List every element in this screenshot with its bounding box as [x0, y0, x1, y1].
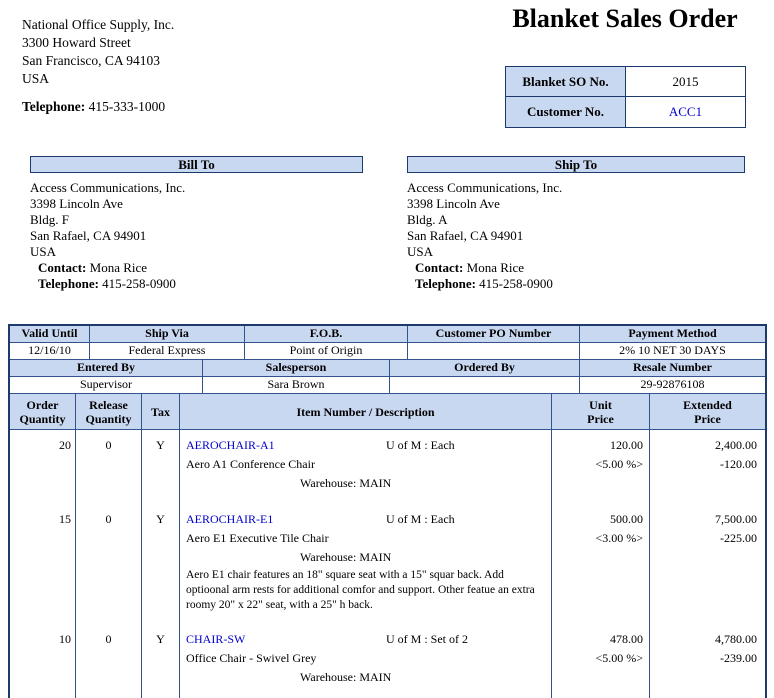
customer-no-link[interactable]: ACC1	[668, 104, 703, 119]
page-title: Blanket Sales Order	[512, 4, 738, 33]
terms-header-row-1	[10, 326, 765, 343]
discount-amount: -120.00	[720, 457, 757, 471]
ship-to-building: Bldg. A	[407, 212, 448, 227]
ship-to-phone-value: 415-258-0900	[479, 276, 553, 291]
customer-no-label: Customer No.	[506, 97, 626, 127]
company-street: 3300 Howard Street	[22, 35, 131, 50]
ship-to-phone-label: Telephone:	[415, 276, 476, 291]
unit-price-cell	[552, 504, 650, 624]
release-qty-value: 0	[76, 430, 142, 504]
item-long-description: Aero E1 chair features an 18" square seat with a 15" squar back. Add optioonal arm rests for additional comfor and support. Other featue an extra roomy 20" x 22" seat, with a 25" h back.	[186, 569, 535, 611]
bill-to-contact-label: Contact:	[38, 260, 87, 275]
uom-label: U of M : Each	[386, 438, 455, 452]
unit-price-cell	[552, 430, 650, 504]
customer-no-row	[506, 97, 745, 127]
extended-price-cell	[650, 504, 765, 624]
resale-number-value: 29-92876108	[580, 377, 765, 394]
warehouse-label: Warehouse: MAIN	[300, 476, 392, 490]
item-name: Aero A1 Conference Chair	[186, 457, 315, 471]
order-info-table	[505, 66, 746, 128]
tax-header	[142, 394, 180, 430]
release-qty-value: 0	[76, 624, 142, 698]
unit-price: 120.00	[610, 438, 643, 452]
company-phone-label: Telephone:	[22, 99, 86, 114]
entered-by-value: Supervisor	[10, 377, 203, 394]
tax-value: Y	[142, 624, 180, 698]
ship-to-name: Access Communications, Inc.	[407, 180, 563, 195]
tax-header-label: Tax	[151, 404, 170, 419]
bill-to-contact-line	[30, 260, 363, 276]
item-description-cell	[180, 624, 552, 698]
extended-price: 7,500.00	[715, 512, 757, 526]
ship-via-value: Federal Express	[90, 343, 245, 360]
salesperson-header: Salesperson	[203, 360, 390, 377]
item-description-header	[180, 394, 552, 430]
entered-by-header: Entered By	[10, 360, 203, 377]
item-number-line	[186, 510, 547, 529]
ordered-by-header: Ordered By	[390, 360, 580, 377]
uom-label: U of M : Each	[386, 512, 455, 526]
release-quantity-header	[76, 394, 142, 430]
unit-price-header-line2: Price	[587, 411, 614, 426]
order-qty-value: 10	[10, 624, 76, 698]
discount-amount: -225.00	[720, 531, 757, 545]
company-country: USA	[22, 71, 50, 86]
bill-to-contact-value: Mona Rice	[89, 260, 148, 275]
extended-price-header-line1: Extended	[683, 397, 732, 412]
item-number-link[interactable]: AEROCHAIR-A1	[186, 438, 275, 452]
bill-to-phone-value: 415-258-0900	[102, 276, 176, 291]
ship-to-city: San Rafael, CA 94901	[407, 228, 524, 243]
item-number-link[interactable]: CHAIR-SW	[186, 632, 246, 646]
unit-price: 500.00	[610, 512, 643, 526]
company-address-block	[22, 16, 174, 116]
ship-to-contact-line	[407, 260, 745, 276]
item-number-line	[186, 630, 547, 649]
company-phone-value: 415-333-1000	[88, 99, 166, 114]
unit-price-header-line1: Unit	[589, 397, 612, 412]
warehouse-label: Warehouse: MAIN	[300, 550, 392, 564]
ordered-by-value	[390, 377, 580, 394]
discount-percent: <3.00 %>	[595, 531, 643, 545]
payment-method-value: 2% 10 NET 30 DAYS	[580, 343, 765, 360]
blanket-so-row	[506, 67, 745, 97]
terms-value-row-2	[10, 377, 765, 394]
company-phone-line	[22, 98, 174, 116]
extended-price: 2,400.00	[715, 438, 757, 452]
bill-to-section	[30, 156, 363, 292]
item-name: Office Chair - Swivel Grey	[186, 651, 317, 665]
blanket-so-label: Blanket SO No.	[506, 67, 626, 96]
ship-to-section	[407, 156, 745, 292]
bill-to-header: Bill To	[30, 156, 363, 173]
discount-percent: <5.00 %>	[595, 651, 643, 665]
terms-value-row-1	[10, 343, 765, 360]
extended-price: 4,780.00	[715, 632, 757, 646]
uom-label: U of M : Set of 2	[386, 632, 468, 646]
extended-price-header	[650, 394, 765, 430]
line-items-header-row	[10, 394, 765, 430]
bill-to-phone-line	[30, 276, 363, 292]
ship-to-contact-label: Contact:	[415, 260, 464, 275]
salesperson-value: Sara Brown	[203, 377, 390, 394]
item-number-link[interactable]: AEROCHAIR-E1	[186, 512, 274, 526]
terms-header-row-2	[10, 360, 765, 377]
item-name: Aero E1 Executive Tile Chair	[186, 531, 329, 545]
payment-method-header: Payment Method	[580, 326, 765, 343]
unit-price-header	[552, 394, 650, 430]
ship-via-header: Ship Via	[90, 326, 245, 343]
ship-to-address	[407, 173, 745, 292]
order-quantity-header-line2: Quantity	[19, 411, 66, 426]
ship-to-header: Ship To	[407, 156, 745, 173]
blanket-so-value: 2015	[672, 73, 699, 89]
warehouse-label: Warehouse: MAIN	[300, 670, 392, 684]
ship-to-street: 3398 Lincoln Ave	[407, 196, 500, 211]
unit-price: 478.00	[610, 632, 643, 646]
discount-percent: <5.00 %>	[595, 457, 643, 471]
order-details-table	[8, 324, 767, 698]
release-quantity-header-line2: Quantity	[85, 411, 132, 426]
tax-value: Y	[142, 504, 180, 624]
resale-number-header: Resale Number	[580, 360, 765, 377]
extended-price-cell	[650, 430, 765, 504]
bill-to-name: Access Communications, Inc.	[30, 180, 186, 195]
line-item-row	[10, 430, 765, 504]
order-qty-value: 20	[10, 430, 76, 504]
extended-price-header-line2: Price	[694, 411, 721, 426]
bill-to-city: San Rafael, CA 94901	[30, 228, 147, 243]
valid-until-value: 12/16/10	[10, 343, 90, 360]
bill-to-address	[30, 173, 363, 292]
release-quantity-header-line1: Release	[89, 397, 128, 412]
item-number-line	[186, 436, 547, 455]
unit-price-cell	[552, 624, 650, 698]
line-item-row	[10, 504, 765, 624]
extended-price-cell	[650, 624, 765, 698]
customer-po-value	[408, 343, 580, 360]
tax-value: Y	[142, 430, 180, 504]
customer-po-header: Customer PO Number	[408, 326, 580, 343]
discount-amount: -239.00	[720, 651, 757, 665]
valid-until-header: Valid Until	[10, 326, 90, 343]
bill-to-building: Bldg. F	[30, 212, 70, 227]
order-qty-value: 15	[10, 504, 76, 624]
item-description-cell	[180, 430, 552, 504]
fob-header: F.O.B.	[245, 326, 408, 343]
ship-to-country: USA	[407, 244, 434, 259]
release-qty-value: 0	[76, 504, 142, 624]
bill-to-street: 3398 Lincoln Ave	[30, 196, 123, 211]
company-city: San Francisco, CA 94103	[22, 53, 160, 68]
item-description-header-label: Item Number / Description	[296, 404, 435, 419]
order-quantity-header-line1: Order	[26, 397, 59, 412]
line-item-row	[10, 624, 765, 698]
company-name: National Office Supply, Inc.	[22, 17, 175, 32]
ship-to-contact-value: Mona Rice	[466, 260, 525, 275]
bill-to-phone-label: Telephone:	[38, 276, 99, 291]
fob-value: Point of Origin	[245, 343, 408, 360]
item-description-cell	[180, 504, 552, 624]
order-quantity-header	[10, 394, 76, 430]
ship-to-phone-line	[407, 276, 745, 292]
bill-to-country: USA	[30, 244, 57, 259]
